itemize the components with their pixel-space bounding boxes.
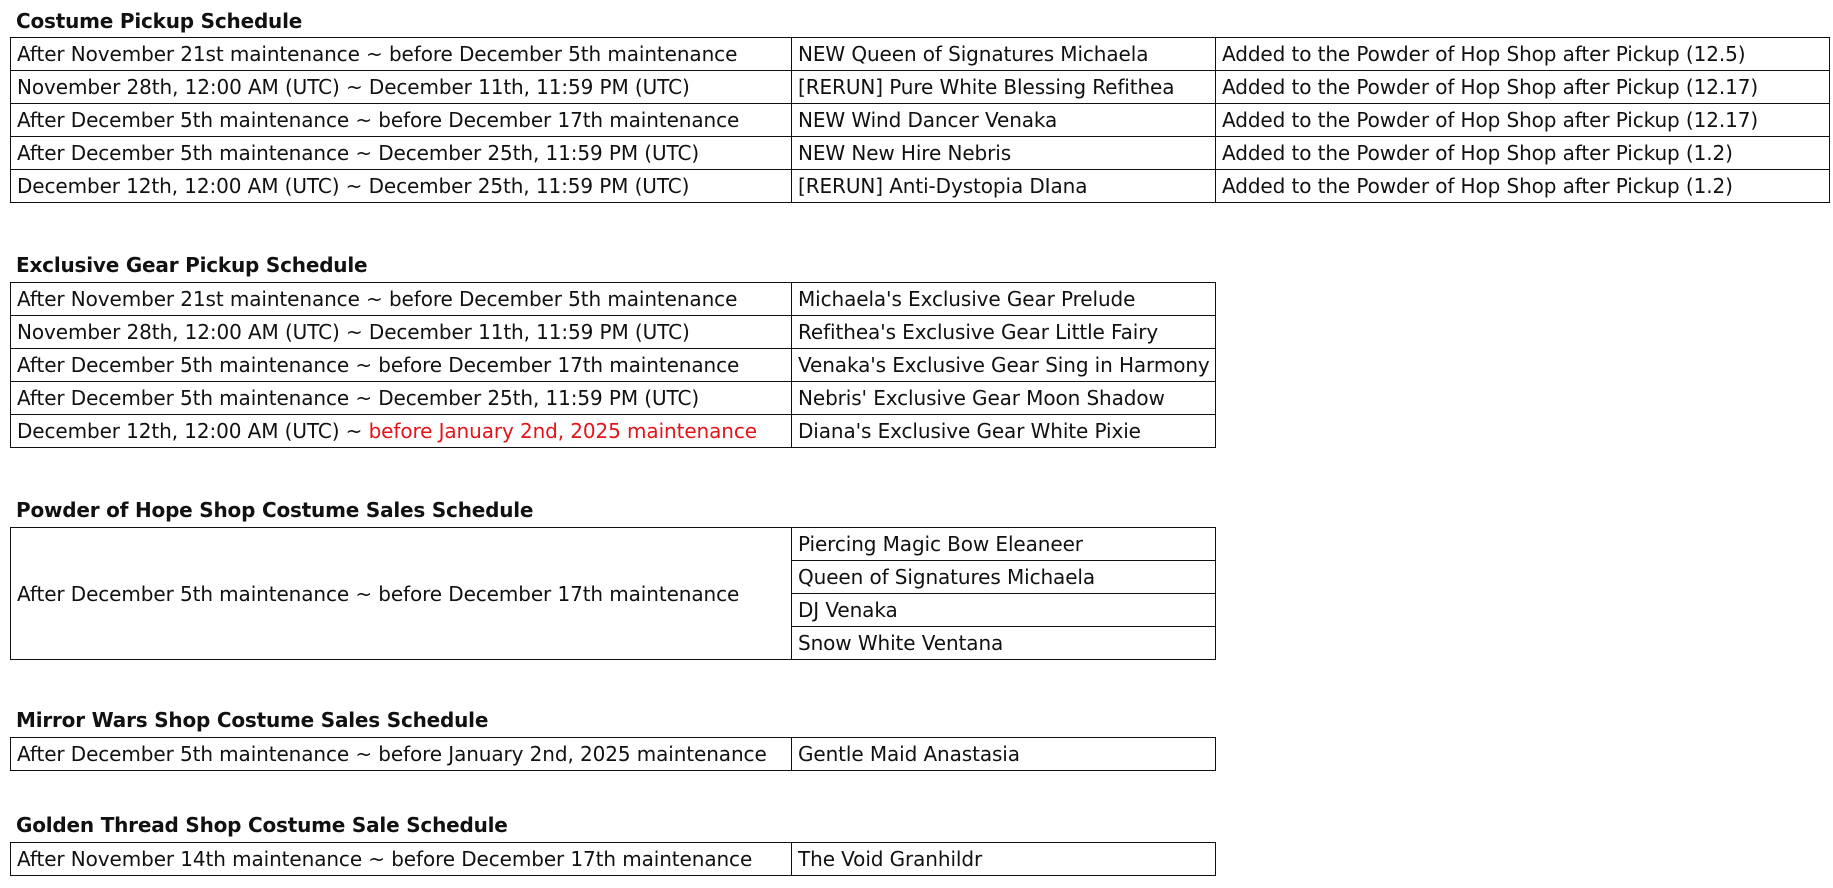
costume-cell: NEW Queen of Signatures Michaela [792, 38, 1216, 71]
table-row [11, 170, 1830, 203]
table-row [11, 71, 1830, 104]
period-cell: After November 21st maintenance ~ before December 5th maintenance [11, 38, 792, 71]
gear-cell: Refithea's Exclusive Gear Little Fairy [792, 316, 1216, 349]
period-cell [11, 415, 792, 448]
costume-pickup-table [10, 37, 1830, 203]
period-cell: After December 5th maintenance ~ before January 2nd, 2025 maintenance [11, 738, 792, 771]
powder-shop-title: Powder of Hope Shop Costume Sales Schedule [16, 498, 534, 522]
gear-cell: Michaela's Exclusive Gear Prelude [792, 283, 1216, 316]
period-cell: After December 5th maintenance ~ before December 17th maintenance [11, 528, 792, 660]
gear-cell: Nebris' Exclusive Gear Moon Shadow [792, 382, 1216, 415]
golden-thread-title: Golden Thread Shop Costume Sale Schedule [16, 813, 508, 837]
period-cell: After December 5th maintenance ~ December 25th, 11:59 PM (UTC) [11, 382, 792, 415]
period-end-highlight: before January 2nd, 2025 maintenance [368, 419, 757, 443]
costume-cell: Piercing Magic Bow Eleaneer [792, 528, 1216, 561]
table-row [11, 382, 1216, 415]
mirror-wars-table [10, 737, 1216, 771]
table-row [11, 349, 1216, 382]
costume-cell: NEW New Hire Nebris [792, 137, 1216, 170]
golden-thread-table [10, 842, 1216, 876]
period-cell: After November 14th maintenance ~ before December 17th maintenance [11, 843, 792, 876]
table-row [11, 137, 1830, 170]
costume-cell: Snow White Ventana [792, 627, 1216, 660]
table-row [11, 316, 1216, 349]
exclusive-gear-table [10, 282, 1216, 448]
table-row [11, 738, 1216, 771]
table-row [11, 528, 1216, 561]
table-row [11, 283, 1216, 316]
costume-cell: [RERUN] Pure White Blessing Refithea [792, 71, 1216, 104]
table-row [11, 415, 1216, 448]
period-cell: December 12th, 12:00 AM (UTC) ~ December 25th, 11:59 PM (UTC) [11, 170, 792, 203]
costume-cell: Queen of Signatures Michaela [792, 561, 1216, 594]
note-cell: Added to the Powder of Hop Shop after Pickup (12.17) [1216, 71, 1830, 104]
note-cell: Added to the Powder of Hop Shop after Pickup (1.2) [1216, 137, 1830, 170]
powder-shop-table [10, 527, 1216, 660]
gear-cell: Venaka's Exclusive Gear Sing in Harmony [792, 349, 1216, 382]
costume-cell: DJ Venaka [792, 594, 1216, 627]
note-cell: Added to the Powder of Hop Shop after Pickup (1.2) [1216, 170, 1830, 203]
exclusive-gear-title: Exclusive Gear Pickup Schedule [16, 253, 368, 277]
costume-cell: [RERUN] Anti-Dystopia DIana [792, 170, 1216, 203]
period-start-text: December 12th, 12:00 AM (UTC) ~ [17, 419, 369, 443]
gear-cell: Diana's Exclusive Gear White Pixie [792, 415, 1216, 448]
note-cell: Added to the Powder of Hop Shop after Pickup (12.17) [1216, 104, 1830, 137]
period-cell: After December 5th maintenance ~ December 25th, 11:59 PM (UTC) [11, 137, 792, 170]
period-cell: After December 5th maintenance ~ before December 17th maintenance [11, 349, 792, 382]
table-row [11, 843, 1216, 876]
costume-cell: Gentle Maid Anastasia [792, 738, 1216, 771]
mirror-wars-title: Mirror Wars Shop Costume Sales Schedule [16, 708, 489, 732]
period-cell: After November 21st maintenance ~ before December 5th maintenance [11, 283, 792, 316]
costume-pickup-title: Costume Pickup Schedule [16, 9, 303, 33]
costume-cell: The Void Granhildr [792, 843, 1216, 876]
period-cell: November 28th, 12:00 AM (UTC) ~ December 11th, 11:59 PM (UTC) [11, 316, 792, 349]
period-cell: After December 5th maintenance ~ before December 17th maintenance [11, 104, 792, 137]
table-row [11, 104, 1830, 137]
note-cell: Added to the Powder of Hop Shop after Pickup (12.5) [1216, 38, 1830, 71]
period-cell: November 28th, 12:00 AM (UTC) ~ December 11th, 11:59 PM (UTC) [11, 71, 792, 104]
costume-cell: NEW Wind Dancer Venaka [792, 104, 1216, 137]
table-row [11, 38, 1830, 71]
